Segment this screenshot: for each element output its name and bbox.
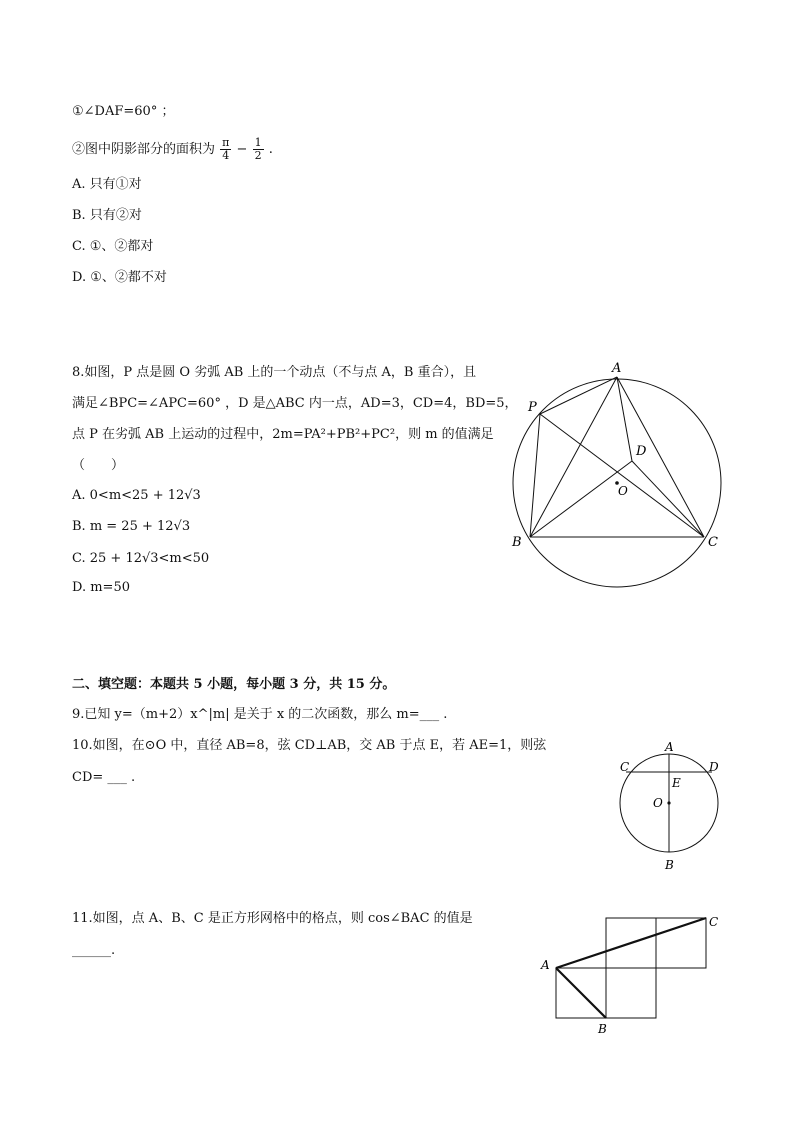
q11-stem-line-1: 11.如图，点 A、B、C 是正方形网格中的格点，则 cos∠BAC 的值是 [72,911,473,926]
label-d: D [709,760,719,774]
label-b: B [598,1022,607,1036]
segment-ad [617,377,632,461]
q7-option-a: A. 只有①对 [72,177,142,192]
label-p: P [528,400,537,415]
q8-stem-line-1: 8.如图，P 点是圆 O 劣弧 AB 上的一个动点（不与点 A，B 重合），且 [72,365,477,380]
fraction-denominator: 4 [222,149,230,162]
q8-circle-figure [500,355,735,595]
label-o: O [618,484,628,498]
label-d: D [636,444,647,459]
q8-option-d: D. m=50 [72,580,130,595]
q8-option-a: A. 0<m<25 + 12√3 [72,488,201,503]
segment-pb [530,414,540,537]
q8-option-b: B. m = 25 + 12√3 [72,519,191,534]
segment-ac [617,377,704,537]
q9-stem: 9.已知 y=（m+2）x^|m| 是关于 x 的二次函数，那么 m=___ . [72,707,448,722]
segment-pa [540,377,617,414]
q7-option-d: D. ①、②都不对 [72,270,167,285]
q7-option-c: C. ①、②都对 [72,239,154,254]
label-b: B [512,535,522,550]
q7-statement-2-prefix: ②图中阴影部分的面积为 [72,142,216,157]
label-a: A [541,958,550,972]
segment-pc [540,414,704,537]
q10-stem-line-2: CD= ___ . [72,770,136,785]
q7-statement-1: ①∠DAF=60° ； [72,104,175,119]
segment-ab [556,968,606,1018]
label-a: A [665,740,674,754]
q10-stem-line-1: 10.如图，在⊙O 中，直径 AB=8，弦 CD⊥AB，交 AB 于点 E，若 AE=1，则弦 [72,738,547,753]
fraction-numerator: 1 [254,136,262,149]
q11-grid-figure [538,910,728,1040]
minus-sign: − [236,142,248,157]
q7-option-b: B. 只有②对 [72,208,142,223]
label-e: E [672,776,681,790]
segment-ac [556,918,706,968]
section-2-heading: 二、填空题：本题共 5 小题，每小题 3 分，共 15 分。 [72,677,396,692]
period: . [268,142,273,157]
label-c: C [709,915,719,929]
segment-ab [530,377,617,537]
segment-bd [530,461,632,537]
q7-statement-2 [72,136,273,164]
q7-fraction-1-over-2 [253,137,264,162]
q8-stem-line-2: 满足∠BPC=∠APC=60° ，D 是△ABC 内一点，AD=3，CD=4，BD=5， [72,396,518,411]
label-b: B [665,858,674,872]
q8-stem-line-4: （ ） [72,458,125,473]
q8-stem-line-3: 点 P 在劣弧 AB 上运动的过程中，2m=PA²+PB²+PC²，则 m 的值满足 [72,427,494,442]
q7-fraction-pi-over-4 [220,137,231,162]
grid-lines [556,918,706,1018]
label-c: C [620,760,630,774]
q10-circle-figure [605,738,735,873]
fraction-denominator: 2 [254,149,262,162]
fraction-numerator: π [222,136,230,149]
label-o: O [653,796,663,810]
center-dot [667,801,670,804]
segment-cd [632,461,704,537]
q8-option-c: C. 25 + 12√3<m<50 [72,551,210,566]
label-a: A [612,361,622,376]
q11-stem-line-2: ______. [72,943,116,958]
label-c: C [708,535,718,550]
grid-square [606,968,656,1018]
